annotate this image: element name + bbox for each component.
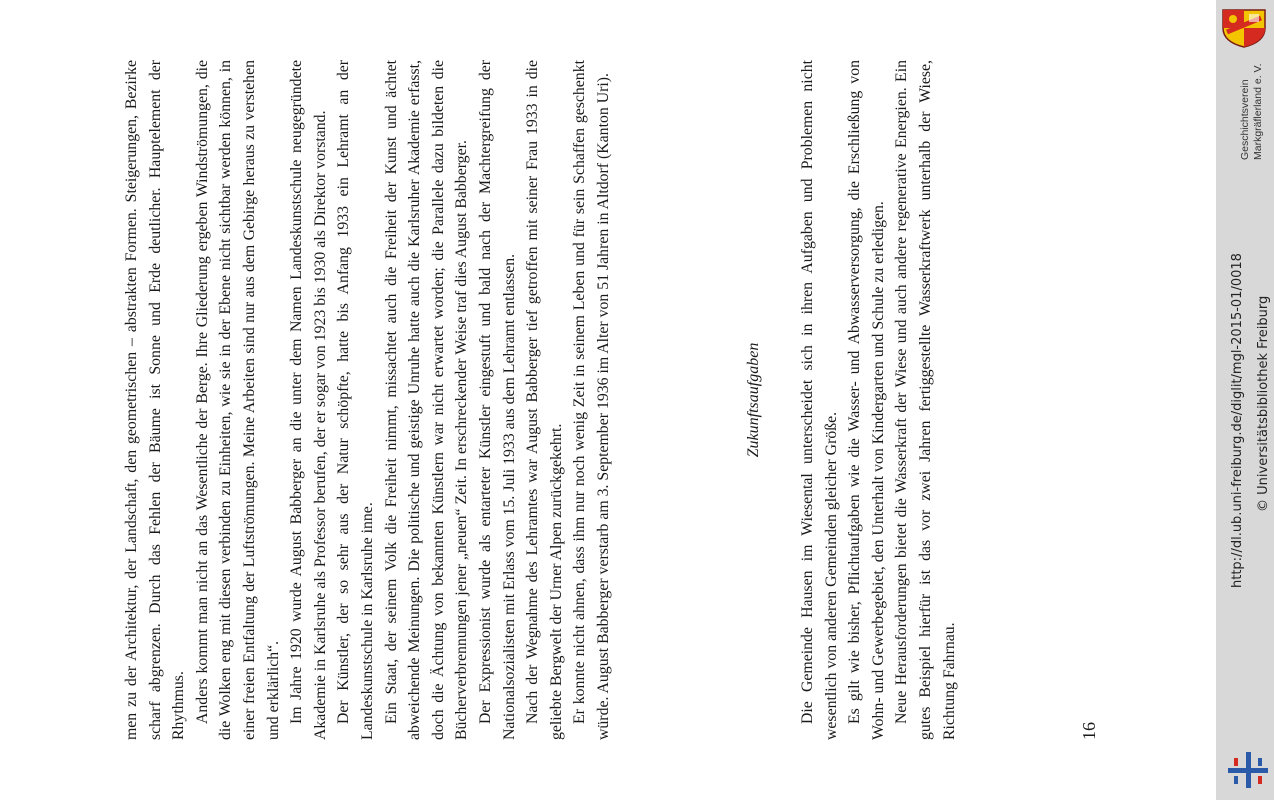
paragraph: Ein Staat, der seinem Volk die Freiheit nimmt, missachtet auch die Freiheit der Kunst und ächtet abweichende Meinungen. Die politische und geistige Unruhe hatte auch die Karlsruher Akademie erfasst, doch die Ächtung von bekannten Künstlern war nicht erwartet worden; die Parallele dazu bildeten die Bücherverbrennungen jener „neuen“ Zeit. In erschreckender Weise traf dies August Babberger.: [382, 60, 471, 740]
paragraph: Anders kommt man nicht an das Wesentliche der Berge. Ihre Gliederung ergeben Windströmungen, die die Wolken eng mit diesen verbinden zu Einheiten, wie sie in der Ebene nicht sichtbar werden können, in einer freien Entfaltung der Luftströmungen. Meine Arbeiten sind nur aus dem Gebirge heraus zu verstehen und erklärlich“.: [193, 60, 282, 740]
paragraph: men zu der Architektur, der Landschaft, den geometrischen – abstrakten Formen. Steigerungen, Bezirke scharf abgrenzen. Durch das Fehlen der Bäume ist Sonne und Erde deutlicher. Hauptelement der Rhythmus.: [123, 60, 188, 740]
paragraph: Nach der Wegnahme des Lehramtes war August Babberger tief getroffen mit seiner Frau 1933 in die geliebte Bergwelt der Urner Alpen zurückgekehrt.: [524, 60, 565, 740]
section-heading: Zukunftsaufgaben: [745, 342, 762, 458]
university-library-logo-icon: [1226, 750, 1270, 790]
society-line: Geschichtsverein: [1239, 79, 1251, 160]
source-url-link[interactable]: http://dl.ub.uni-freiburg.de/diglit/mgl-2015-01/0018: [1230, 253, 1245, 588]
section-text: [796, 60, 961, 740]
document-page: [120, 60, 1099, 740]
page-number: 16: [1079, 722, 1099, 740]
paragraph: Die Gemeinde Hausen im Wiesental unterscheidet sich in ihren Aufgaben und Problemen nicht wesentlich von anderen Gemeinden gleicher Größe.: [799, 60, 840, 740]
society-line: Markgräflerland e. V.: [1251, 63, 1264, 160]
paragraph: Neue Herausforderungen bietet die Wasserkraft der Wiese und auch andere regenerative Energien. Ein gutes Beispiel hierfür ist das vor zwei Jahren fertiggestellte Wasserkraftwerk unterhalb der Wiese, Richtung Fahrnau.: [893, 60, 958, 740]
paragraph: Er konnte nicht ahnen, dass ihm nur noch wenig Zeit in seinem Leben und für sein Schaffen geschenkt würde. August Babberger verstarb am 3. September 1936 im Alter von 51 Jahren in Altdorf (Kanton Uri).: [571, 60, 612, 740]
paragraph: Der Expressionist wurde als entarteter Künstler eingestuft und bald nach der Machtergreifung der Nationalsozialisten mit Erlass vom 15. Juli 1933 aus dem Lehramt entlassen.: [476, 60, 518, 740]
paragraph: Der Künstler, der so sehr aus der Natur schöpfte, hatte bis Anfang 1933 ein Lehramt an der Landeskunstschule in Karlsruhe inne.: [335, 60, 376, 740]
main-text: [120, 60, 615, 740]
society-name: [1239, 40, 1274, 160]
paragraph: Es gilt wie bisher, Pflichtaufgaben wie die Wasser- und Abwasserversorgung, die Erschließung von Wohn- und Gewerbegebiet, den Unterhalt von Kindergarten und Schule zu erledigen.: [846, 60, 887, 740]
paragraph: Im Jahre 1920 wurde August Babberger an die unter dem Namen Landeskunstschule neugegründete Akademie in Karlsruhe als Professor berufen, der er sogar von 1923 bis 1930 als Direktor vorstand.: [288, 60, 329, 740]
copyright-notice: © Universitätsbibliothek Freiburg: [1256, 295, 1271, 512]
